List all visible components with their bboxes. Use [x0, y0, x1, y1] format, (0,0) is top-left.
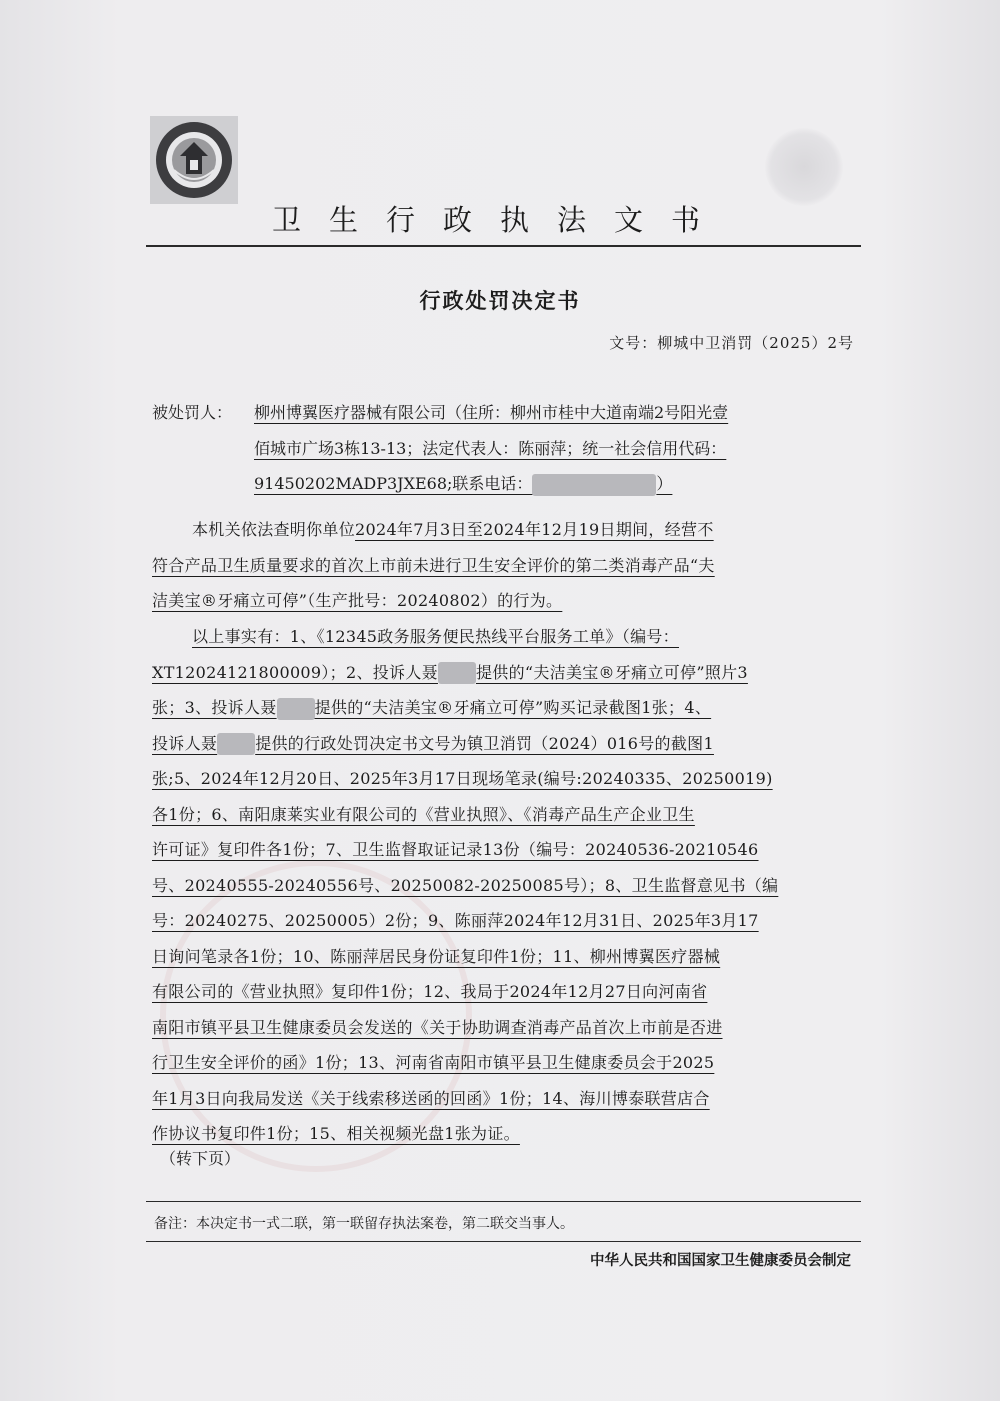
document-title: 行政处罚决定书: [419, 289, 581, 313]
party-label: 被处罚人：: [152, 403, 233, 422]
evidence-line: 有限公司的《营业执照》复印件1份；12、我局于2024年12月27日向河南省: [152, 982, 708, 1001]
evidence-line: 行卫生安全评价的函》1份；13、河南省南阳市镇平县卫生健康委员会于2025: [152, 1053, 715, 1072]
continued-marker: （转下页）: [160, 1149, 241, 1168]
redacted-name: [217, 733, 255, 755]
evidence-line: 许可证》复印件各1份；7、卫生监督取证记录13份（编号：20240536-20210546: [152, 840, 759, 859]
bleed-through-emblem: [765, 128, 843, 206]
redacted-phone: [532, 474, 656, 496]
findings-text: 洁美宝®牙痛立可停”（生产批号：20240802）的行为。: [152, 591, 563, 610]
evidence-line: 年1月3日向我局发送《关于线索移送函的回函》1份；14、海川博泰联营店合: [152, 1088, 710, 1108]
remark-note: 备注：本决定书一式二联，第一联留存执法案卷，第二联交当事人。: [154, 1216, 574, 1232]
findings-text: 符合产品卫生质量要求的首次上市前未进行卫生安全评价的第二类消毒产品“夫: [152, 555, 715, 575]
evidence-line: 提供的行政处罚决定书文号为镇卫消罚（2024）016号的截图1: [255, 733, 714, 753]
header-title: 卫生行政执法文书: [271, 203, 728, 237]
header-rule: [146, 245, 861, 247]
close-paren: ）: [656, 474, 673, 493]
evidence-line: 南阳市镇平县卫生健康委员会发送的《关于协助调查消毒产品首次上市前是否进: [152, 1017, 723, 1037]
health-supervision-emblem-icon: [150, 116, 238, 204]
party-line: 柳州博翼医疗器械有限公司（住所：柳州市桂中大道南端2号阳光壹: [254, 403, 729, 422]
findings-paragraph: [152, 512, 856, 619]
evidence-line: 投诉人聂: [152, 733, 218, 753]
note-bottom-rule: [146, 1241, 861, 1242]
issuer-footer: 中华人民共和国国家卫生健康委员会制定: [590, 1253, 851, 1269]
evidence-line: 作协议书复印件1份；15、相关视频光盘1张为证。: [152, 1124, 520, 1143]
document-number: 文号：柳城中卫消罚（2025）2号: [609, 334, 854, 352]
evidence-line: 张；3、投诉人聂: [152, 698, 277, 717]
redacted-name: [438, 662, 476, 684]
redacted-name: [277, 698, 315, 720]
evidence-line: 张;5、2024年12月20日、2025年3月17日现场笔录(编号:20240335、20250019): [152, 769, 773, 788]
note-top-rule: [146, 1201, 861, 1202]
evidence-paragraph: [152, 619, 856, 1152]
evidence-line: 号、20240555-20240556号、20250082-20250085号）；8、卫生监督意见书（编: [152, 875, 779, 895]
evidence-line: 各1份；6、南阳康莱实业有限公司的《营业执照》、《消毒产品生产企业卫生: [152, 804, 695, 824]
evidence-line: 号：20240275、20250005）2份；9、陈丽萍2024年12月31日、2025年3月17: [152, 911, 759, 930]
evidence-line: 日询问笔录各1份；10、陈丽萍居民身份证复印件1份；11、柳州博翼医疗器械: [152, 946, 721, 966]
party-line: 91450202MADP3JXE68;联系电话：: [254, 474, 533, 493]
findings-text: 本机关依法查明你单位: [192, 520, 356, 539]
findings-text: 2024年7月3日至2024年12月19日期间，经营不: [355, 520, 714, 539]
evidence-line: 提供的“夫洁美宝®牙痛立可停”购买记录截图1张；4、: [314, 698, 712, 717]
evidence-line: XT12024121800009）；2、投诉人聂: [152, 662, 438, 682]
party-block: [254, 395, 856, 502]
party-line: 佰城市广场3栋13-13；法定代表人：陈丽萍；统一社会信用代码：: [254, 438, 727, 458]
evidence-line: 提供的“夫洁美宝®牙痛立可停”照片3: [475, 662, 748, 682]
evidence-line: 以上事实有：1、《12345政务服务便民热线平台服务工单》（编号：: [192, 627, 679, 646]
